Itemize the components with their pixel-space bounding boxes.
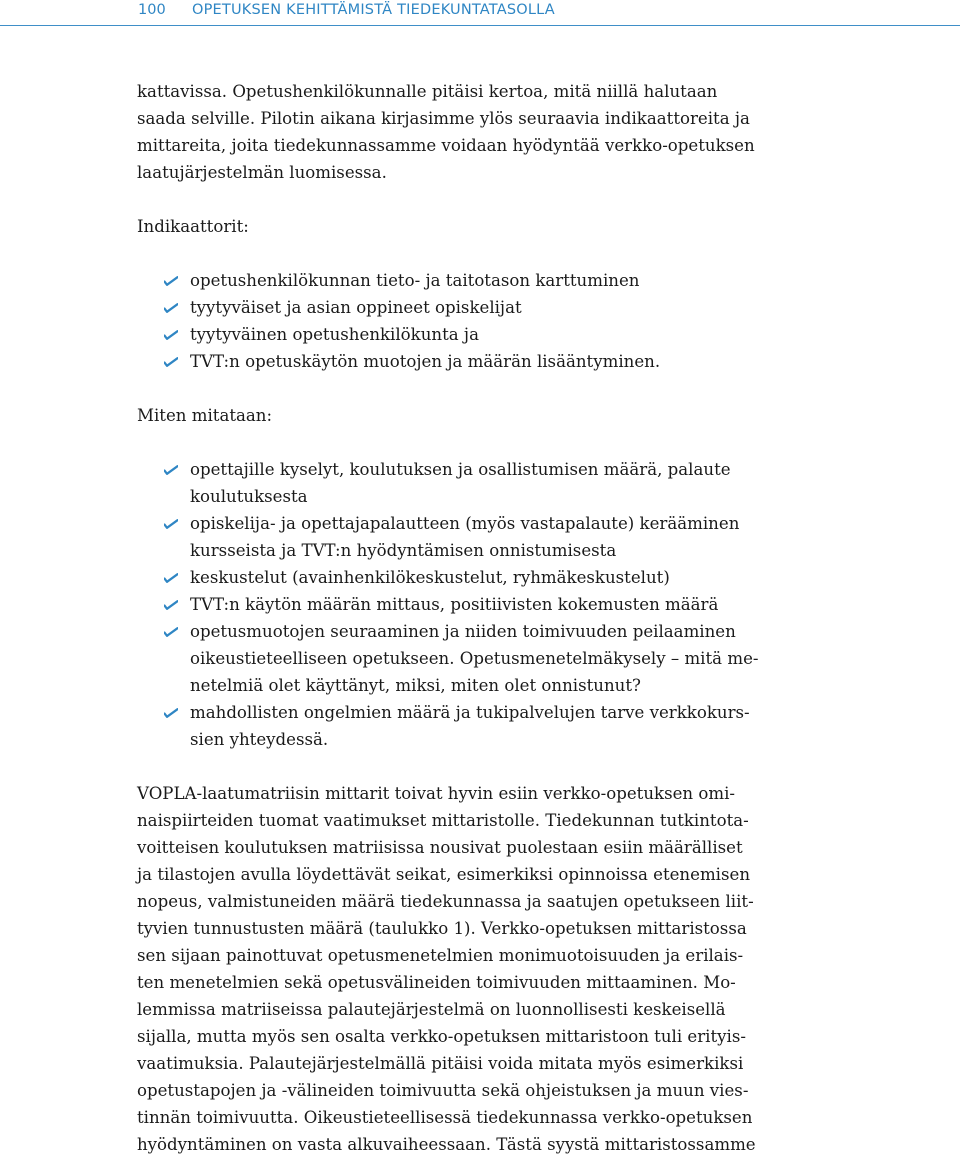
check-mark-icon: [164, 456, 178, 483]
text-line: opettajille kyselyt, koulutuksen ja osallistumisen määrä, palaute: [190, 460, 731, 479]
list-item: [137, 321, 801, 348]
list-item: [137, 591, 801, 618]
text-line: vaatimuksia. Palautejärjestelmällä pitäisi voida mitata myös esimerkiksi: [137, 1054, 744, 1073]
list-item: [137, 564, 801, 591]
text-line: kattavissa. Opetushenkilökunnalle pitäisi kertoa, mitä niillä halutaan: [137, 82, 718, 101]
text-line: netelmiä olet käyttänyt, miksi, miten olet onnistunut?: [190, 676, 641, 695]
check-mark-icon: [164, 348, 178, 375]
list-item: [137, 348, 801, 375]
text-line: voitteisen koulutuksen matriisissa nousivat puolestaan esiin määrälliset: [137, 838, 743, 857]
text-line: hyödyntäminen on vasta alkuvaiheessaan. Tästä syystä mittaristossamme: [137, 1135, 756, 1154]
page-content: [137, 78, 801, 1158]
check-mark-icon: [164, 591, 178, 618]
text-line: ten menetelmien sekä opetusvälineiden toimivuuden mittaaminen. Mo-: [137, 973, 736, 992]
check-mark-icon: [164, 510, 178, 537]
running-title: OPETUKSEN KEHITTÄMISTÄ TIEDEKUNTATASOLLA: [192, 2, 555, 18]
text-line: mittareita, joita tiedekunnassamme voidaan hyödyntää verkko-opetuksen: [137, 136, 755, 155]
check-mark-icon: [164, 321, 178, 348]
list-item: [137, 456, 801, 510]
list-item: [137, 699, 801, 753]
check-mark-icon: [164, 267, 178, 294]
indicators-list: [137, 267, 801, 375]
list-item: [137, 294, 801, 321]
check-mark-icon: [164, 564, 178, 591]
text-line: opetustapojen ja -välineiden toimivuutta sekä ohjeistuksen ja muun vies-: [137, 1081, 749, 1100]
text-line: VOPLA-laatumatriisin mittarit toivat hyvin esiin verkko-opetuksen omi-: [137, 784, 736, 803]
intro-paragraph: [137, 78, 801, 186]
text-line: nopeus, valmistuneiden määrä tiedekunnassa ja saatujen opetukseen liit-: [137, 892, 754, 911]
text-line: mahdollisten ongelmien määrä ja tukipalvelujen tarve verkkokurs-: [190, 703, 750, 722]
text-line: sijalla, mutta myös sen osalta verkko-opetuksen mittaristoon tuli erityis-: [137, 1027, 746, 1046]
text-line: oikeustieteelliseen opetukseen. Opetusmenetelmäkysely – mitä me-: [190, 649, 759, 668]
check-mark-icon: [164, 294, 178, 321]
text-line: sen sijaan painottuvat opetusmenetelmien monimuotoisuuden ja erilais-: [137, 946, 744, 965]
text-line: sien yhteydessä.: [190, 730, 329, 749]
text-line: tyytyväinen opetushenkilökunta ja: [190, 325, 479, 344]
measurement-heading: Miten mitataan:: [137, 406, 273, 425]
check-mark-icon: [164, 618, 178, 645]
text-line: opetushenkilökunnan tieto- ja taitotason karttuminen: [190, 271, 640, 290]
text-line: keskustelut (avainhenkilökeskustelut, ryhmäkeskustelut): [190, 568, 670, 587]
text-line: ja tilastojen avulla löydettävät seikat, esimerkiksi opinnoissa etenemisen: [137, 865, 751, 884]
measurement-list: [137, 456, 801, 753]
text-line: lemmissa matriiseissa palautejärjestelmä on luonnollisesti keskeisellä: [137, 1000, 726, 1019]
page-number: 100: [138, 2, 166, 18]
indicators-heading: Indikaattorit:: [137, 217, 249, 236]
body-paragraph: [137, 780, 801, 1158]
text-line: kursseista ja TVT:n hyödyntämisen onnistumisesta: [190, 541, 617, 560]
text-line: opiskelija- ja opettajapalautteen (myös vastapalaute) kerääminen: [190, 514, 740, 533]
text-line: koulutuksesta: [190, 487, 308, 506]
text-line: tyytyväiset ja asian oppineet opiskelijat: [190, 298, 522, 317]
running-header: [0, 0, 960, 26]
list-item: [137, 510, 801, 564]
text-line: naispiirteiden tuomat vaatimukset mittaristolle. Tiedekunnan tutkintota-: [137, 811, 749, 830]
list-item: [137, 267, 801, 294]
text-line: TVT:n opetuskäytön muotojen ja määrän lisääntyminen.: [190, 352, 661, 371]
text-line: laatujärjestelmän luomisessa.: [137, 163, 387, 182]
text-line: saada selville. Pilotin aikana kirjasimme ylös seuraavia indikaattoreita ja: [137, 109, 750, 128]
text-line: tinnän toimivuutta. Oikeustieteellisessä tiedekunnassa verkko-opetuksen: [137, 1108, 753, 1127]
text-line: TVT:n käytön määrän mittaus, positiivisten kokemusten määrä: [190, 595, 719, 614]
check-mark-icon: [164, 699, 178, 726]
text-line: tyvien tunnustusten määrä (taulukko 1). Verkko-opetuksen mittaristossa: [137, 919, 747, 938]
text-line: opetusmuotojen seuraaminen ja niiden toimivuuden peilaaminen: [190, 622, 736, 641]
list-item: [137, 618, 801, 699]
